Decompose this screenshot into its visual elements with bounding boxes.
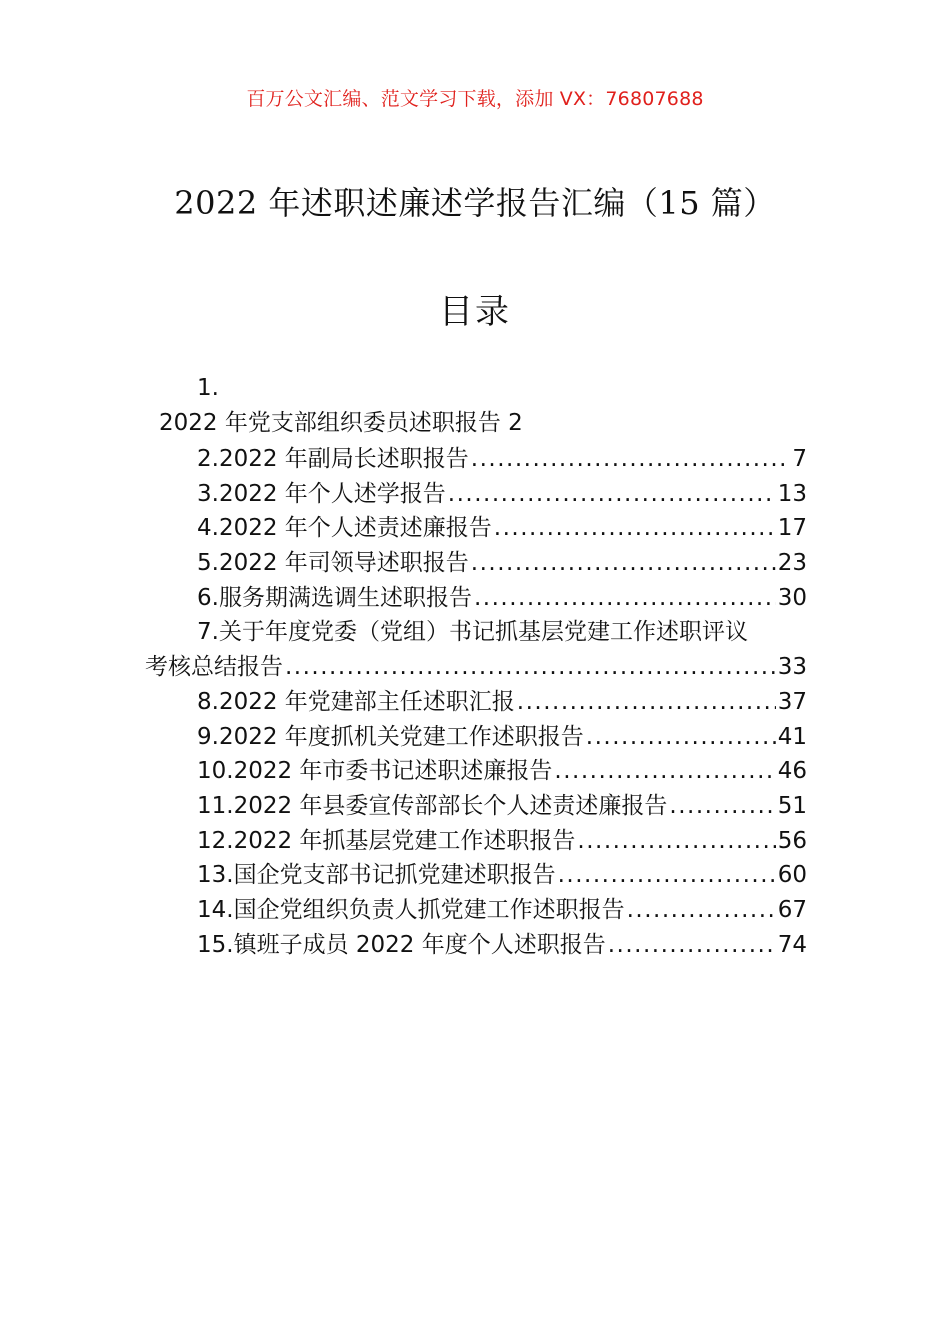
toc-leader-dots bbox=[471, 442, 791, 477]
toc-entry-title: 15.镇班子成员 2022 年度个人述职报告 bbox=[197, 931, 606, 958]
toc-entry-title: 13.国企党支部书记抓党建述职报告 bbox=[197, 862, 556, 889]
toc-entry[interactable] bbox=[145, 477, 807, 512]
toc-leader-dots bbox=[608, 928, 776, 963]
toc-entry[interactable] bbox=[145, 720, 807, 755]
toc-leader-dots bbox=[517, 685, 776, 720]
toc-entry-7-line2[interactable] bbox=[145, 650, 807, 685]
toc-leader-dots bbox=[285, 650, 776, 685]
toc-entry-page: 37 bbox=[777, 688, 807, 715]
toc-leader-dots bbox=[669, 789, 775, 824]
toc-entry-page: 60 bbox=[777, 862, 807, 889]
toc-entry-page: 13 bbox=[777, 480, 807, 507]
toc-entry[interactable] bbox=[145, 789, 807, 824]
toc-entry-title: 5.2022 年司领导述职报告 bbox=[197, 550, 469, 577]
toc-leader-dots bbox=[554, 754, 775, 789]
toc-entry[interactable] bbox=[145, 546, 807, 581]
toc-entry-7-line1[interactable]: 7.关于年度党委（党组）书记抓基层党建工作述职评议 bbox=[197, 619, 748, 646]
toc-entry-title: 6.服务期满选调生述职报告 bbox=[197, 584, 472, 611]
toc-heading: 目录 bbox=[439, 292, 511, 332]
toc-leader-dots bbox=[448, 477, 776, 512]
toc-entry-page: 33 bbox=[777, 654, 807, 681]
toc-entry-page: 67 bbox=[777, 896, 807, 923]
toc-entry-title: 10.2022 年市委书记述职述廉报告 bbox=[197, 758, 553, 785]
toc-item-1-title[interactable]: 2022 年党支部组织委员述职报告 2 bbox=[159, 410, 523, 436]
toc-entry-page: 41 bbox=[777, 723, 807, 750]
toc-entry[interactable] bbox=[145, 581, 807, 616]
toc-leader-dots bbox=[474, 581, 776, 616]
toc-entry[interactable] bbox=[145, 442, 807, 477]
toc-entry-title: 考核总结报告 bbox=[145, 654, 283, 681]
toc-entry-page: 30 bbox=[777, 584, 807, 611]
toc-entry-page: 51 bbox=[777, 792, 807, 819]
toc-entry[interactable] bbox=[145, 511, 807, 546]
table-of-contents bbox=[145, 370, 807, 962]
document-title: 2022 年述职述廉述学报告汇编（15 篇） bbox=[174, 184, 776, 222]
toc-entry[interactable] bbox=[145, 893, 807, 928]
toc-entry-title: 8.2022 年党建部主任述职汇报 bbox=[197, 688, 515, 715]
toc-entry-page: 7 bbox=[792, 446, 807, 472]
toc-entry-page: 46 bbox=[777, 758, 807, 785]
toc-leader-dots bbox=[627, 893, 776, 928]
toc-entry-title: 11.2022 年县委宣传部部长个人述责述廉报告 bbox=[197, 792, 668, 819]
toc-entry-page: 23 bbox=[777, 550, 807, 577]
toc-item-1-number[interactable]: 1. bbox=[197, 375, 219, 401]
toc-entry[interactable] bbox=[145, 824, 807, 859]
toc-entry-title: 14.国企党组织负责人抓党建工作述职报告 bbox=[197, 896, 625, 923]
toc-entry-title: 9.2022 年度抓机关党建工作述职报告 bbox=[197, 723, 584, 750]
toc-entry-title: 2.2022 年副局长述职报告 bbox=[197, 446, 469, 472]
toc-entry-page: 74 bbox=[777, 931, 807, 958]
toc-entry[interactable] bbox=[145, 685, 807, 720]
toc-entry-page: 56 bbox=[777, 827, 807, 854]
toc-leader-dots bbox=[471, 546, 776, 581]
toc-entry[interactable] bbox=[145, 754, 807, 789]
toc-entry-title: 3.2022 年个人述学报告 bbox=[197, 480, 446, 507]
toc-leader-dots bbox=[558, 858, 776, 893]
toc-leader-dots bbox=[586, 720, 776, 755]
toc-leader-dots bbox=[577, 824, 775, 859]
toc-entry[interactable] bbox=[145, 858, 807, 893]
watermark-banner: 百万公文汇编、范文学习下载，添加 VX：76807688 bbox=[246, 88, 704, 110]
toc-leader-dots bbox=[494, 511, 776, 546]
toc-entry-title: 4.2022 年个人述责述廉报告 bbox=[197, 515, 492, 542]
toc-entry[interactable] bbox=[145, 928, 807, 963]
toc-entry-page: 17 bbox=[777, 515, 807, 542]
toc-entry-title: 12.2022 年抓基层党建工作述职报告 bbox=[197, 827, 576, 854]
